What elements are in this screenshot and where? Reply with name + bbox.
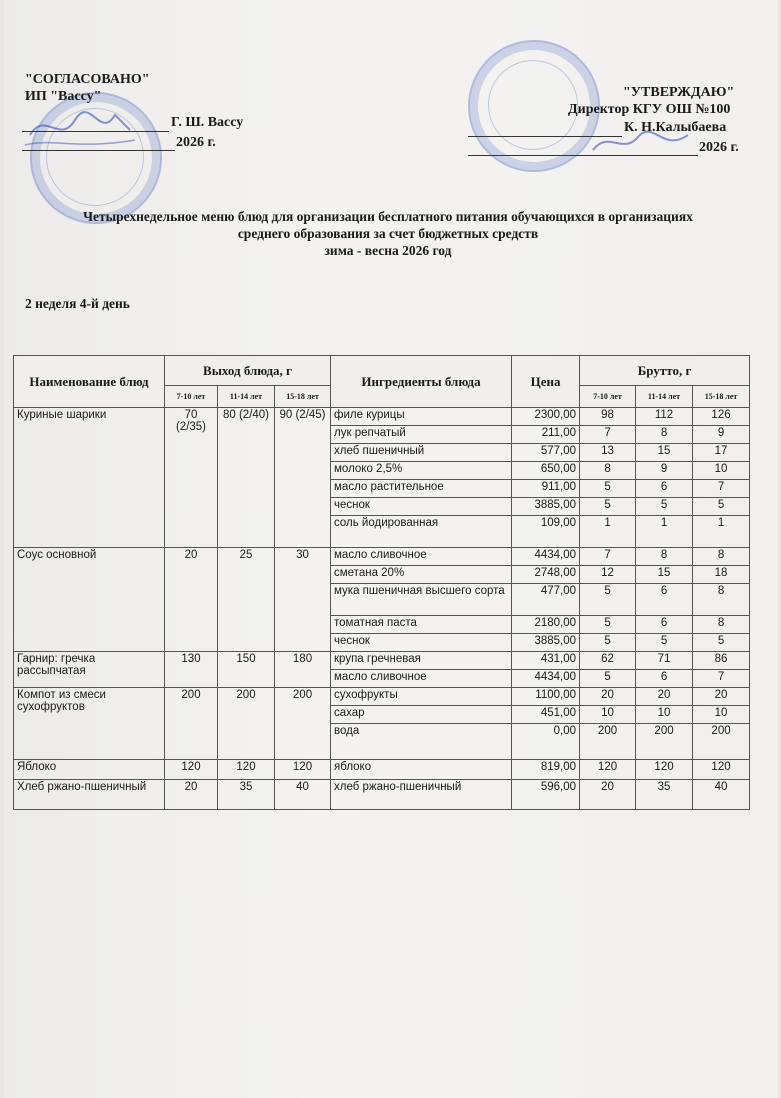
gross-15-18: 200 — [693, 724, 750, 760]
gross-7-10: 7 — [580, 548, 636, 566]
dish-name: Гарнир: гречка рассыпчатая — [14, 652, 165, 688]
ingredient-name: соль йодированная — [331, 516, 512, 548]
gross-11-14: 71 — [636, 652, 693, 670]
table-row — [14, 780, 750, 810]
gross-11-14: 20 — [636, 688, 693, 706]
output-header: Выход блюда, г — [165, 356, 331, 386]
dish-output-11-14: 35 — [218, 780, 275, 810]
gross-11-14: 35 — [636, 780, 693, 810]
gross-11-14: 5 — [636, 634, 693, 652]
ingredient-name: томатная паста — [331, 616, 512, 634]
ingredient-price: 477,00 — [512, 584, 580, 616]
ingredient-price: 211,00 — [512, 426, 580, 444]
gross-11-14: 6 — [636, 670, 693, 688]
table-row — [14, 688, 750, 706]
right-signature-line — [468, 136, 622, 137]
ingredient-price: 451,00 — [512, 706, 580, 724]
left-signature-line — [22, 131, 169, 132]
dish-output-15-18: 180 — [275, 652, 331, 688]
gross-7-10: 62 — [580, 652, 636, 670]
dish-output-11-14: 25 — [218, 548, 275, 652]
output-age-15-18: 15-18 лет — [275, 386, 331, 408]
gross-7-10: 20 — [580, 780, 636, 810]
gross-7-10: 120 — [580, 760, 636, 780]
ingredient-price: 4434,00 — [512, 548, 580, 566]
approved-label: "УТВЕРЖДАЮ" — [623, 85, 735, 100]
gross-15-18: 10 — [693, 706, 750, 724]
gross-15-18: 7 — [693, 480, 750, 498]
gross-15-18: 9 — [693, 426, 750, 444]
dish-output-11-14: 120 — [218, 760, 275, 780]
ingredient-price: 650,00 — [512, 462, 580, 480]
dish-output-7-10: 120 — [165, 760, 218, 780]
gross-7-10: 5 — [580, 634, 636, 652]
gross-7-10: 13 — [580, 444, 636, 462]
dish-name: Яблоко — [14, 760, 165, 780]
dish-output-15-18: 30 — [275, 548, 331, 652]
price-header: Цена — [512, 356, 580, 408]
gross-15-18: 18 — [693, 566, 750, 584]
ingredient-price: 0,00 — [512, 724, 580, 760]
dish-name: Куриные шарики — [14, 408, 165, 548]
gross-15-18: 10 — [693, 462, 750, 480]
dish-output-15-18: 200 — [275, 688, 331, 760]
ingredient-name: сахар — [331, 706, 512, 724]
week-day-label: 2 неделя 4-й день — [25, 296, 130, 311]
gross-15-18: 120 — [693, 760, 750, 780]
dish-name: Хлеб ржано-пшеничный — [14, 780, 165, 810]
output-age-11-14: 11-14 лет — [218, 386, 275, 408]
gross-11-14: 6 — [636, 480, 693, 498]
gross-7-10: 5 — [580, 498, 636, 516]
ingredient-price: 2300,00 — [512, 408, 580, 426]
ingredient-price: 4434,00 — [512, 670, 580, 688]
title-line-2: среднего образования за счет бюджетных средств — [237, 226, 539, 241]
ingredient-name: масло сливочное — [331, 548, 512, 566]
title-line-1: Четырехнедельное меню блюд для организации бесплатного питания обучающихся в организациях — [83, 209, 693, 224]
gross-11-14: 120 — [636, 760, 693, 780]
gross-11-14: 5 — [636, 498, 693, 516]
ingredient-price: 3885,00 — [512, 634, 580, 652]
right-date-line — [468, 155, 698, 156]
output-age-7-10: 7-10 лет — [165, 386, 218, 408]
gross-11-14: 15 — [636, 444, 693, 462]
ingredient-name: чеснок — [331, 634, 512, 652]
gross-7-10: 5 — [580, 480, 636, 498]
table-row — [14, 760, 750, 780]
gross-15-18: 126 — [693, 408, 750, 426]
ingredient-name: вода — [331, 724, 512, 760]
gross-15-18: 7 — [693, 670, 750, 688]
gross-11-14: 9 — [636, 462, 693, 480]
ingredient-name: сметана 20% — [331, 566, 512, 584]
ingredient-name: лук репчатый — [331, 426, 512, 444]
left-date-line — [22, 150, 175, 151]
gross-15-18: 8 — [693, 584, 750, 616]
dish-output-7-10: 200 — [165, 688, 218, 760]
ingredient-price: 911,00 — [512, 480, 580, 498]
gross-7-10: 8 — [580, 462, 636, 480]
dish-name: Компот из смеси сухофруктов — [14, 688, 165, 760]
ingredient-price: 2180,00 — [512, 616, 580, 634]
ingredient-price: 109,00 — [512, 516, 580, 548]
ingredient-name: хлеб ржано-пшеничный — [331, 780, 512, 810]
gross-15-18: 40 — [693, 780, 750, 810]
gross-7-10: 98 — [580, 408, 636, 426]
gross-7-10: 5 — [580, 670, 636, 688]
dish-header: Наименование блюд — [14, 356, 165, 408]
dish-output-11-14: 200 — [218, 688, 275, 760]
gross-11-14: 112 — [636, 408, 693, 426]
ingredient-price: 3885,00 — [512, 498, 580, 516]
document-title — [10, 208, 766, 259]
right-position: Директор КГУ ОШ №100 — [568, 102, 731, 117]
gross-15-18: 8 — [693, 548, 750, 566]
gross-15-18: 1 — [693, 516, 750, 548]
gross-age-11-14: 11-14 лет — [636, 386, 693, 408]
ingredient-name: масло сливочное — [331, 670, 512, 688]
gross-15-18: 5 — [693, 634, 750, 652]
title-line-3: зима - весна 2026 год — [324, 243, 452, 258]
ingredient-name: молоко 2,5% — [331, 462, 512, 480]
left-year: 2026 г. — [176, 135, 216, 150]
ingredient-name: масло растительное — [331, 480, 512, 498]
dish-output-11-14: 80 (2/40) — [218, 408, 275, 548]
gross-7-10: 5 — [580, 584, 636, 616]
gross-15-18: 8 — [693, 616, 750, 634]
dish-output-7-10: 20 — [165, 780, 218, 810]
dish-output-7-10: 70 (2/35) — [165, 408, 218, 548]
dish-output-7-10: 130 — [165, 652, 218, 688]
gross-15-18: 86 — [693, 652, 750, 670]
table-row — [14, 408, 750, 426]
table-row — [14, 548, 750, 566]
gross-header: Брутто, г — [580, 356, 750, 386]
ingredient-price: 2748,00 — [512, 566, 580, 584]
ingredient-name: чеснок — [331, 498, 512, 516]
dish-name: Соус основной — [14, 548, 165, 652]
agreed-label: "СОГЛАСОВАНО" — [25, 72, 150, 87]
gross-7-10: 7 — [580, 426, 636, 444]
left-name: Г. Ш. Вассу — [171, 115, 244, 130]
ingredients-header: Ингредиенты блюда — [331, 356, 512, 408]
ingredient-price: 1100,00 — [512, 688, 580, 706]
gross-7-10: 10 — [580, 706, 636, 724]
gross-11-14: 6 — [636, 616, 693, 634]
ingredient-name: сухофрукты — [331, 688, 512, 706]
dish-output-7-10: 20 — [165, 548, 218, 652]
ingredient-price: 596,00 — [512, 780, 580, 810]
gross-15-18: 17 — [693, 444, 750, 462]
right-year: 2026 г. — [699, 140, 739, 155]
gross-15-18: 5 — [693, 498, 750, 516]
left-signature-icon — [20, 100, 140, 160]
gross-11-14: 1 — [636, 516, 693, 548]
dish-output-15-18: 40 — [275, 780, 331, 810]
gross-15-18: 20 — [693, 688, 750, 706]
dish-output-15-18: 120 — [275, 760, 331, 780]
gross-7-10: 200 — [580, 724, 636, 760]
gross-11-14: 15 — [636, 566, 693, 584]
ingredient-name: яблоко — [331, 760, 512, 780]
gross-7-10: 12 — [580, 566, 636, 584]
dish-output-15-18: 90 (2/45) — [275, 408, 331, 548]
ingredient-name: мука пшеничная высшего сорта — [331, 584, 512, 616]
ingredient-name: крупа гречневая — [331, 652, 512, 670]
gross-11-14: 8 — [636, 426, 693, 444]
right-name: К. Н.Калыбаева — [624, 120, 727, 135]
gross-11-14: 6 — [636, 584, 693, 616]
gross-11-14: 8 — [636, 548, 693, 566]
gross-11-14: 200 — [636, 724, 693, 760]
table-row — [14, 652, 750, 670]
gross-11-14: 10 — [636, 706, 693, 724]
dish-output-11-14: 150 — [218, 652, 275, 688]
ingredient-price: 577,00 — [512, 444, 580, 462]
ingredient-name: хлеб пшеничный — [331, 444, 512, 462]
gross-age-15-18: 15-18 лет — [693, 386, 750, 408]
gross-7-10: 5 — [580, 616, 636, 634]
gross-age-7-10: 7-10 лет — [580, 386, 636, 408]
menu-table — [13, 355, 750, 810]
ingredient-price: 431,00 — [512, 652, 580, 670]
ingredient-name: филе курицы — [331, 408, 512, 426]
gross-7-10: 20 — [580, 688, 636, 706]
gross-7-10: 1 — [580, 516, 636, 548]
left-org: ИП "Вассу" — [25, 89, 102, 104]
ingredient-price: 819,00 — [512, 760, 580, 780]
